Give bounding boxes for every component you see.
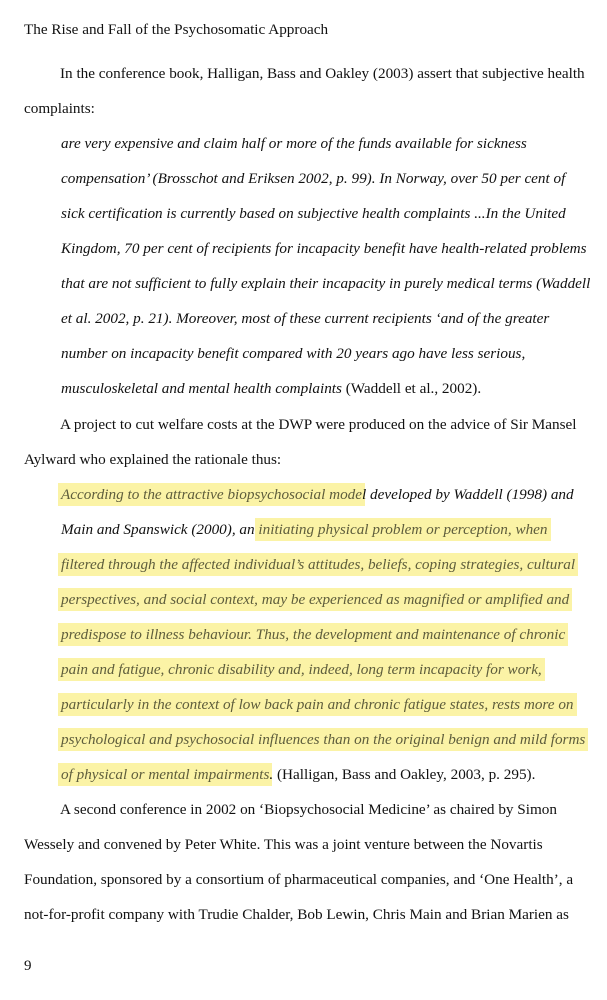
text-run: Kingdom, 70 per cent of recipients for incapacity benefit have health-related problems: [61, 240, 587, 258]
text-run: Foundation, sponsored by a consortium of pharmaceutical companies, and ‘One Health’, a: [24, 871, 574, 889]
text-run: Wessely and convened by Peter White. This was a joint venture between the Novartis: [24, 836, 543, 854]
text-run: l developed by Waddell (1998) and: [362, 485, 574, 503]
highlighted-text: filtered through the affected individual’s attitudes, beliefs, coping strategies, cultural: [61, 555, 576, 573]
highlighted-text: of physical or mental impairments: [61, 766, 270, 783]
text-line: [61, 204, 566, 224]
text-line: [60, 800, 557, 820]
text-line: [60, 64, 585, 84]
text-line: [61, 555, 575, 575]
text-run: et al. 2002, p. 21). Moreover, most of these current recipients ‘and of the greater: [61, 310, 550, 328]
text-run: compensation’ (Brosschot and Eriksen 2002, p. 99). In Norway, over 50 per cent of: [61, 170, 566, 188]
text-line: [61, 379, 481, 399]
text-line: [61, 590, 569, 610]
text-line: [61, 344, 525, 364]
text-line: [61, 730, 585, 750]
text-line: [61, 660, 542, 680]
text-line: [61, 274, 590, 294]
text-run: complaints:: [24, 100, 95, 118]
text-run: sick certification is currently based on subjective health complaints ...In the United: [61, 205, 566, 223]
page-number: 9: [24, 958, 32, 974]
text-run: A project to cut welfare costs at the DWP were produced on the advice of Sir Mansel: [60, 415, 577, 433]
text-line: [24, 450, 281, 470]
text-run: musculoskeletal and mental health complaints: [61, 380, 342, 398]
text-line: [61, 695, 574, 715]
text-run: not-for-profit company with Trudie Chalder, Bob Lewin, Chris Main and Brian Marien as: [24, 906, 569, 924]
text-run: (Halligan, Bass and Oakley, 2003, p. 295).: [276, 766, 536, 783]
highlighted-text: psychological and psychosocial influences than on the original benign and mild forms: [61, 730, 586, 748]
text-run: In the conference book, Halligan, Bass and Oakley (2003) assert that subjective health: [60, 65, 585, 82]
text-line: [24, 870, 573, 890]
text-run: Main and Spanswick (2000), an: [61, 520, 259, 538]
highlighted-text: According to the attractive biopsychosocial mode: [61, 485, 363, 503]
text-line: [24, 835, 543, 855]
text-line: [61, 169, 565, 189]
text-line: [61, 134, 527, 154]
text-line: [60, 415, 577, 435]
text-line: [24, 99, 95, 119]
highlighted-text: particularly in the context of low back pain and chronic fatigue states, rests more on: [61, 695, 574, 713]
text-run: are very expensive and claim half or more of the funds available for sickness: [61, 135, 527, 153]
text-run: that are not sufficient to fully explain their incapacity in purely medical terms (Waddell: [61, 275, 591, 293]
text-run: (Waddell et al., 2002).: [341, 380, 482, 398]
text-line: [61, 239, 587, 259]
text-line: [61, 520, 548, 540]
text-run: .: [269, 766, 277, 783]
highlighted-text: predispose to illness behaviour. Thus, the development and maintenance of chronic: [61, 625, 566, 643]
text-run: number on incapacity benefit compared with 20 years ago have less serious,: [61, 345, 526, 363]
text-line: [24, 905, 569, 925]
text-line: [61, 765, 535, 785]
text-run: A second conference in 2002 on ‘Biopsychosocial Medicine’ as chaired by Simon: [60, 801, 557, 819]
text-run: Aylward who explained the rationale thus:: [24, 450, 282, 468]
highlighted-text: pain and fatigue, chronic disability and, indeed, long term incapacity for work,: [61, 660, 542, 678]
text-line: [61, 625, 565, 645]
running-header: The Rise and Fall of the Psychosomatic Approach: [24, 21, 329, 38]
highlighted-text: initiating physical problem or perception, when: [258, 520, 548, 538]
text-line: [61, 309, 549, 329]
text-line: [61, 485, 574, 505]
highlighted-text: perspectives, and social context, may be experienced as magnified or amplified and: [61, 590, 570, 608]
